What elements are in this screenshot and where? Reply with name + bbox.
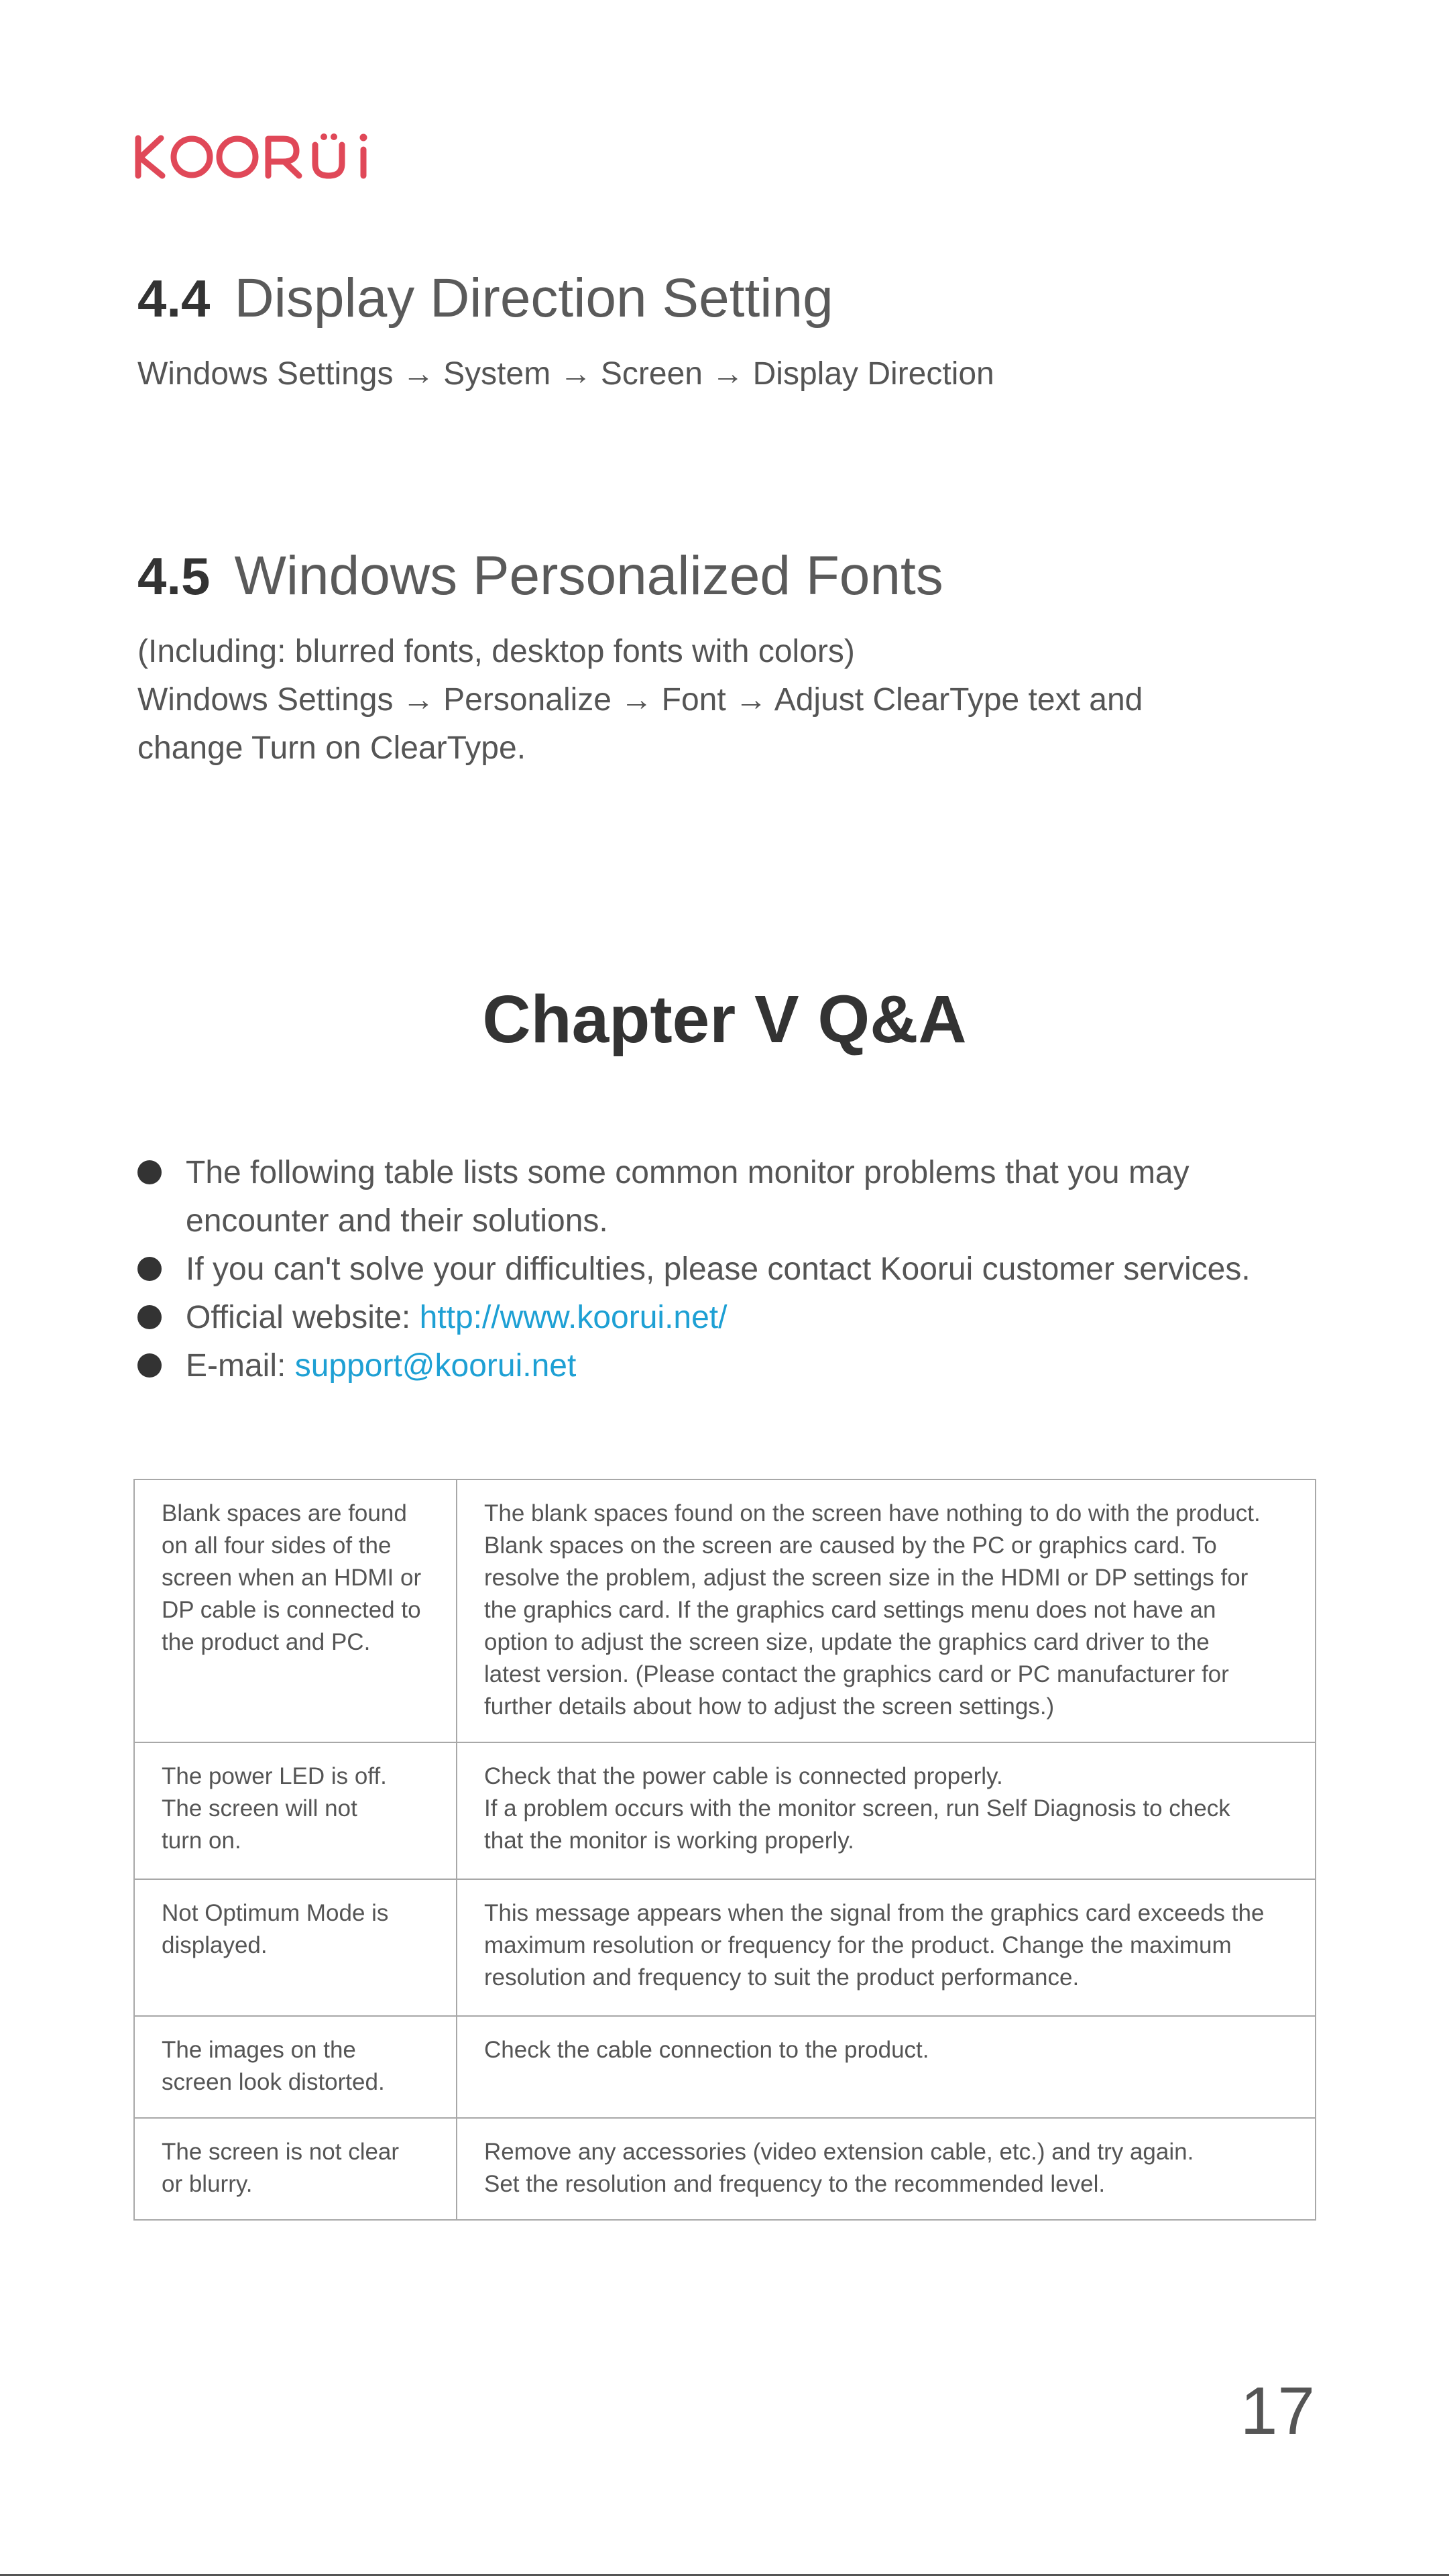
cell-line: resolution and frequency to suit the product performance. [484,1964,1080,1991]
cell-line: further details about how to adjust the screen settings.) [484,1693,1055,1720]
cell-line: Blank spaces are found [162,1500,407,1526]
bullet-icon [137,1353,162,1378]
section-title: Display Direction Setting [234,268,833,329]
section-number: 4.5 [137,547,211,606]
list-item [137,1342,1344,1390]
koorui-logo [134,131,377,181]
problem-cell [134,1742,457,1879]
cell-line: on all four sides of the [162,1532,392,1559]
solution-cell [457,1879,1316,2016]
problem-cell [134,2016,457,2118]
cell-line: displayed. [162,1932,268,1958]
cell-line: If a problem occurs with the monitor screen, run Self Diagnosis to check [484,1795,1230,1822]
cell-line: The screen is not clear [162,2139,400,2165]
bullet-icon [137,1257,162,1281]
website-link[interactable]: http://www.koorui.net/ [419,1300,728,1335]
bullet-icon [137,1160,162,1184]
email-label: E-mail: [186,1348,295,1384]
fonts-instructions [137,628,1143,773]
problem-cell [134,2118,457,2220]
cell-line: The screen will not [162,1795,357,1822]
fonts-line: change Turn on ClearType. [137,730,526,766]
cell-line: turn on. [162,1828,241,1854]
list-item [137,1294,1344,1342]
cell-line: Check that the power cable is connected properly. [484,1763,1003,1789]
section-title: Windows Personalized Fonts [234,545,943,606]
cell-line: or blurry. [162,2171,253,2197]
list-item-line: The following table lists some common monitor problems that you may [186,1155,1190,1190]
cell-line: the product and PC. [162,1629,371,1655]
page-number: 17 [1240,2373,1315,2449]
cell-line: The power LED is off. [162,1763,387,1789]
cell-line: the graphics card. If the graphics card settings menu does not have an [484,1597,1216,1623]
display-direction-path: Windows Settings → System → Screen → Display Direction [137,356,994,392]
chapter-title: Chapter V Q&A [482,982,967,1057]
table-row [134,1742,1316,1879]
cell-line: Check the cable connection to the product. [484,2037,929,2063]
section-4-5-heading [137,545,943,606]
list-item [137,1149,1344,1245]
table-row [134,2016,1316,2118]
list-item-line: encounter and their solutions. [186,1203,608,1239]
cell-line: This message appears when the signal from the graphics card exceeds the [484,1900,1265,1926]
cell-line: that the monitor is working properly. [484,1828,854,1854]
cell-line: DP cable is connected to [162,1597,421,1623]
solution-cell [457,2118,1316,2220]
table-row [134,1879,1316,2016]
solution-cell [457,2016,1316,2118]
section-number: 4.4 [137,269,211,328]
cell-line: Not Optimum Mode is [162,1900,389,1926]
email-link[interactable]: support@koorui.net [294,1348,577,1384]
qa-intro-list [137,1149,1344,1390]
website-label: Official website: [186,1300,420,1335]
cell-line: Blank spaces on the screen are caused by the PC or graphics card. To [484,1532,1217,1559]
list-item [137,1245,1344,1294]
cell-line: latest version. (Please contact the graphics card or PC manufacturer for [484,1661,1229,1687]
problem-cell [134,1479,457,1742]
cell-line: maximum resolution or frequency for the product. Change the maximum [484,1932,1232,1958]
cell-line: Set the resolution and frequency to the recommended level. [484,2171,1106,2197]
cell-line: Remove any accessories (video extension cable, etc.) and try again. [484,2139,1194,2165]
bullet-icon [137,1305,162,1329]
section-4-4-heading [137,268,833,329]
table-row [134,1479,1316,1742]
cell-line: The blank spaces found on the screen have nothing to do with the product. [484,1500,1261,1526]
problem-cell [134,1879,457,2016]
cell-line: screen when an HDMI or [162,1565,422,1591]
cell-line: screen look distorted. [162,2069,385,2095]
fonts-line: (Including: blurred fonts, desktop fonts with colors) [137,634,855,669]
solution-cell [457,1479,1316,1742]
list-item-text: If you can't solve your difficulties, please contact Koorui customer services. [186,1251,1251,1287]
qa-table [133,1479,1316,2221]
fonts-line: Windows Settings → Personalize → Font → Adjust ClearType text and [137,682,1143,718]
solution-cell [457,1742,1316,1879]
cell-line: The images on the [162,2037,356,2063]
table-row [134,2118,1316,2220]
cell-line: option to adjust the screen size, update the graphics card driver to the [484,1629,1210,1655]
cell-line: resolve the problem, adjust the screen size in the HDMI or DP settings for [484,1565,1249,1591]
